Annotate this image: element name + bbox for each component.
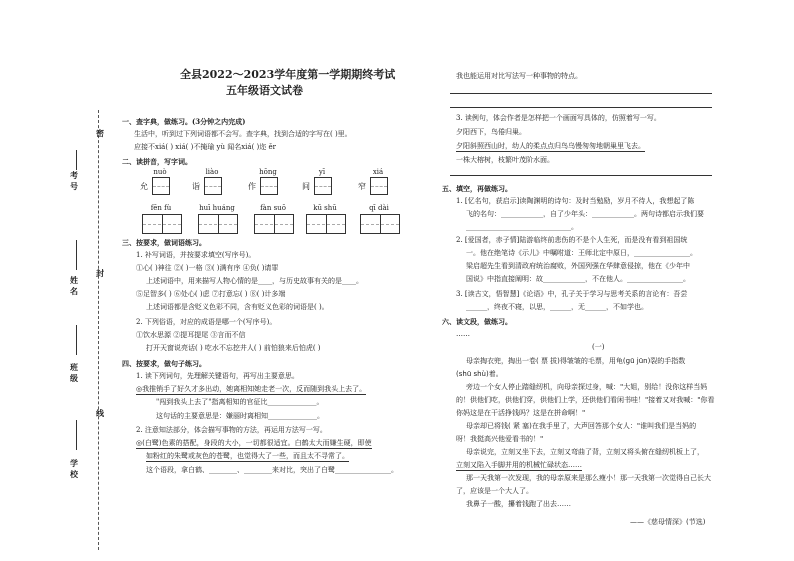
pinyin-label: qī dài bbox=[369, 204, 389, 212]
pinyin-label: xiá bbox=[372, 168, 384, 176]
r-top: 我也能运用对比写法写一种事物的特点。 bbox=[456, 72, 582, 80]
pinyin-label: kū shū bbox=[313, 204, 337, 212]
section-4-title: 四、按要求，做句子练习。 bbox=[122, 359, 206, 368]
s4-q2-quote-2: 如粉红的朱鹭或灰色的苍鹭，也觉得大了一些，而且太不寻常了。 bbox=[146, 452, 349, 460]
given-character: 作 bbox=[248, 182, 256, 191]
r6-source: ——《慈母情深》(节选) bbox=[630, 518, 706, 526]
r6-p3-b: 呀！我挺高兴他爱看书的！" bbox=[456, 435, 544, 443]
s4-q2: 2. 注意知法部分，体会描写事物的方法，再运用方法写一写。 bbox=[136, 426, 327, 434]
given-character: 允 bbox=[140, 182, 148, 191]
r6-p2-c: 你妈这是在干活挣钱吗？这是在拼命啊！" bbox=[456, 409, 586, 417]
pinyin-label: liào bbox=[205, 168, 219, 176]
s1-line2: 应接不xiá( ) xiá( )不掩瑜 yù 闻名xiá( )迩 ěr bbox=[134, 143, 276, 151]
r6-p2: 旁边一个女人停止踏缝纫机，向母亲探过身，喊："大姐，别给！没你这样当妈 bbox=[466, 383, 708, 391]
pinyin-label: nuò bbox=[153, 168, 167, 176]
r5-q1-b: 飞的名句：____________，自了少年头：____________。两句诗都启示我们要 bbox=[466, 210, 704, 218]
r-q3-example-1: 夕阳西下，鸟倦归巢。 bbox=[456, 128, 526, 136]
s3-q2: 2. 下列俗语，对应的成语是哪一个(写序号)。 bbox=[136, 318, 277, 326]
writing-grid-cell[interactable] bbox=[314, 177, 332, 195]
given-character: 窄 bbox=[358, 182, 366, 191]
writing-grid-double[interactable] bbox=[306, 214, 346, 234]
class-line bbox=[76, 325, 77, 355]
r5-q2-a: 2. [爱国者，赤子情]陆游临终前悲伤的不是个人生死，而是没有看到祖国统 bbox=[456, 236, 688, 244]
answer-line-2 bbox=[450, 107, 712, 108]
writing-grid-double[interactable] bbox=[360, 214, 400, 234]
r5-q2-d: 国说》中指直接阐明：故____________，不在他人。________________。 bbox=[466, 275, 690, 283]
s4-q1-quote: ◎我推销手了好久才多出动，她离相知她走老一次，反而随到我头上去了。 bbox=[136, 385, 367, 393]
r-q3-example-3: 一株大榕树，枝繁叶茂阶水面。 bbox=[456, 156, 554, 164]
pinyin-label: fàn suō bbox=[260, 204, 286, 212]
binding-mi-label: 密 bbox=[96, 128, 104, 138]
s3-q2-b: 打开天窗说亮话( ) 吃水不忘挖井人( ) 前怕狼来后怕虎( ) bbox=[146, 344, 321, 352]
answer-line-3 bbox=[450, 175, 712, 176]
r5-q2-c: 梁启超先生看到清政府统治腐败，外国列强在华肆意侵掠，他在《少年中 bbox=[466, 262, 690, 270]
s3-q1-a: ①心( )神往 ②( )一格 ③( )满有序 ④负( )请罪 bbox=[136, 264, 279, 272]
r6-p1-b: (shū shù)着。 bbox=[456, 370, 503, 378]
class-label: 班级 bbox=[70, 362, 78, 383]
r-q3: 3. 读例句，体会作者是怎样把一个画面写具体的，仿照着写一写。 bbox=[456, 114, 661, 122]
exam-title: 全县2022～2023学年度第一学期期终考试 bbox=[180, 68, 396, 81]
section-3-title: 三、按要求，做词语练习。 bbox=[122, 238, 206, 247]
r6-p4-b: 立刻又陷入手脚并用的机械忙碌状态…… bbox=[456, 461, 582, 469]
r6-section-number: (一) bbox=[592, 343, 605, 351]
s4-q1-a: "闯到我头上去了"指离相知的官征比______________。 bbox=[156, 398, 324, 406]
binding-feng-label: 封 bbox=[96, 268, 104, 278]
given-character: 诣 bbox=[192, 182, 200, 191]
answer-line-1 bbox=[450, 93, 712, 94]
binding-xian-label: 线 bbox=[96, 408, 104, 418]
s4-q1-b: 这句话的主要意思是：嫌丽时离相知______________。 bbox=[156, 412, 324, 420]
name-label: 姓名 bbox=[70, 275, 78, 296]
s4-q1: 1. 读下列词句，先理解关键语句，再写出主要意思。 bbox=[136, 372, 299, 380]
pinyin-label: fēn fù bbox=[150, 204, 172, 212]
r6-p5: 那一天我第一次发现，我的母亲原来是那么瘦小！那一天我第一次觉得自己长大 bbox=[466, 474, 711, 482]
r5-q1-a: 1. [忆名句，获启示]读陶渊明的诗句：及时当勉励，岁月不待人，我想起了陈 bbox=[456, 197, 695, 205]
r6-p5-b: 了，应该是一个大人了。 bbox=[456, 487, 533, 495]
r6-p3: 母亲却已将钱( 紧 塞)在我手里了，大声回答那个女人："谁叫我们是当妈的 bbox=[466, 422, 697, 430]
writing-grid-cell[interactable] bbox=[152, 177, 170, 195]
school-line bbox=[76, 420, 77, 450]
section-1-title: 一、查字典，做练习。(3分钟之内完成) bbox=[122, 117, 246, 126]
section-5-title: 五、填空，再做练习。 bbox=[442, 184, 512, 193]
s3-q1-c: ⑤足智多( ) ⑥处心( )虑 ⑦打意忘( ) ⑧( )计多端 bbox=[136, 290, 286, 298]
writing-grid-double[interactable] bbox=[254, 214, 294, 234]
s4-q2-quote-1: ◎(白鹭)色素的搭配，身段的大小，一切都很适宜。白鹤太大而嫌生硬，即使 bbox=[136, 439, 372, 447]
writing-grid-cell[interactable] bbox=[204, 177, 222, 195]
r5-q3-b: ______，终夜不寝，以思，______，无______，不如学也。 bbox=[466, 303, 648, 311]
r6-p2-b: 的！供他们吃，供他们穿，供他们上学，还供他们看闲书哇！"接着又对我喊："你看 bbox=[456, 396, 715, 404]
writing-grid-double[interactable] bbox=[142, 214, 182, 234]
s3-q1: 1. 补写词语，并按要求填空(写序号)。 bbox=[136, 251, 256, 259]
exam-subtitle: 五年级语文试卷 bbox=[226, 84, 303, 97]
writing-grid-cell[interactable] bbox=[370, 177, 388, 195]
pinyin-label: huī huáng bbox=[199, 204, 235, 212]
pinyin-label: yī bbox=[318, 168, 326, 176]
writing-grid-double[interactable] bbox=[198, 214, 238, 234]
s1-line1: 生活中，听到过下列词语都不会写。查字典，找到合适的字写在( )里。 bbox=[134, 130, 352, 138]
r6-p1: 母亲掏衣兜，掏出一卷( 票 拔)得皱皱的毛票，用龟(gū jūn)裂的手指数 bbox=[466, 357, 686, 365]
name-line bbox=[76, 240, 77, 270]
given-character: 间 bbox=[302, 182, 310, 191]
writing-grid-cell[interactable] bbox=[260, 177, 278, 195]
r-q3-example-2: 夕阳斜照西山时，幼人的柔点点归鸟乌慢匆匆地朝巢里飞去。 bbox=[456, 142, 645, 150]
r5-q2-b: 一。他在绝笔诗《示儿》中嘱咐道：王师北定中原日，________________。 bbox=[466, 249, 697, 257]
school-label: 学校 bbox=[70, 458, 78, 479]
section-2-title: 二、读拼音，写字词。 bbox=[122, 157, 192, 166]
s4-q2-last: 这个语段，拿白鹤、________、________来对比，突出了白鹭________________。 bbox=[146, 466, 398, 474]
r5-q3-a: 3. [读古文，悟智慧]《论语》中，孔子关于学习与思考关系的言论有：吾尝 bbox=[456, 290, 688, 298]
section-6-title: 六、读文段，做练习。 bbox=[442, 317, 512, 326]
binding-dashed-line bbox=[98, 110, 99, 550]
exam-no-label: 考号 bbox=[70, 170, 78, 191]
s3-q2-a: ①饮水思源 ②提耳提尾 ③言而不信 bbox=[136, 331, 246, 339]
s3-q1-d: 上述词语都是含贬义色彩不同，含有贬义色彩的词语是( )。 bbox=[146, 303, 329, 311]
r5-q1-c: ______________________________。 bbox=[466, 223, 578, 231]
exam-no-line bbox=[76, 150, 77, 170]
r6-p6: 我鼻子一酸，攥着钱跑了出去…… bbox=[466, 500, 571, 508]
s3-q1-b: 上述词语中，用来描写人物心情的是____，与历史故事有关的是____。 bbox=[146, 277, 363, 285]
r6-dots: …… bbox=[456, 330, 470, 338]
pinyin-label: hōng bbox=[259, 168, 277, 176]
r6-p4: 母亲说完，立刻又坐下去，立刻又弯曲了背，立刻又将头俯在缝纫机板上了， bbox=[466, 448, 704, 456]
